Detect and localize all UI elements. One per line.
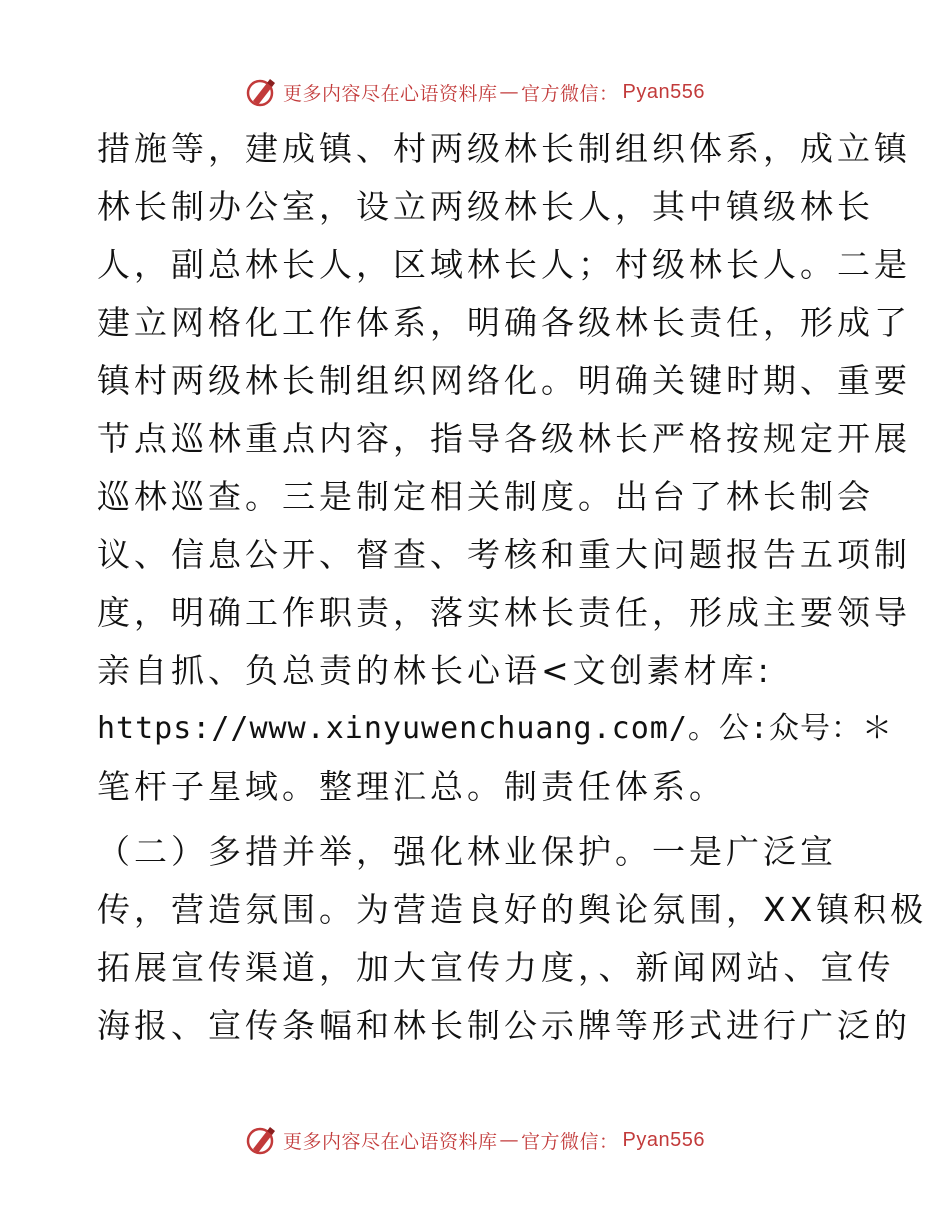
text-line: 拓展宣传渠道，加大宣传力度，、新闻网站、宣传 (97, 948, 895, 987)
text-line: 人，副总林长人，区域林长人；村级林长人。二是 (97, 245, 911, 284)
text-line: 节点巡林重点内容，指导各级林长严格按规定开展 (97, 419, 911, 458)
text-line: 亲自抓、负总责的林长心语<文创素材库: (97, 651, 773, 690)
text-line: 林长制办公室，设立两级林长人，其中镇级林长 (97, 187, 874, 226)
text-line: 传，营造氛围。为营造良好的舆论氛围，XX镇积极 (97, 890, 928, 929)
banner-text (283, 1127, 705, 1154)
banner-title: 更多内容尽在心语资料库 (283, 1130, 498, 1153)
header-banner (0, 72, 950, 112)
banner-wechat-id: Pyan556 (622, 1128, 705, 1151)
banner-text (283, 79, 705, 106)
footer-banner (0, 1120, 950, 1160)
text-line: 镇村两级林长制组织网络化。明确关键时期、重要 (97, 361, 911, 400)
pen-logo-icon (245, 1123, 279, 1157)
text-line: （二）多措并举，强化林业保护。一是广泛宣 (97, 832, 837, 871)
text-line: 笔杆子星域。整理汇总。制责任体系。 (97, 767, 726, 806)
document-body (97, 120, 928, 1055)
text-line: 度，明确工作职责，落实林长责任，形成主要领导 (97, 593, 911, 632)
banner-wechat-id: Pyan556 (622, 80, 705, 103)
banner-wechat-label: 官方微信： (521, 1130, 619, 1153)
text-line: 措施等，建成镇、村两级林长制组织体系，成立镇 (97, 129, 911, 168)
banner-wechat-label: 官方微信： (521, 82, 619, 105)
url-line: https://www.xinyuwenchuang.com/。公:众号：＊ (97, 711, 893, 746)
banner-separator: — (499, 1129, 520, 1151)
banner-title: 更多内容尽在心语资料库 (283, 82, 498, 105)
text-line: 议、信息公开、督查、考核和重大问题报告五项制 (97, 535, 911, 574)
banner-separator: — (499, 81, 520, 103)
text-line: 建立网格化工作体系，明确各级林长责任，形成了 (97, 303, 911, 342)
pen-logo-icon (245, 75, 279, 109)
text-line: 巡林巡查。三是制定相关制度。出台了林长制会 (97, 477, 874, 516)
text-line: 海报、宣传条幅和林长制公示牌等形式进行广泛的 (97, 1006, 911, 1045)
